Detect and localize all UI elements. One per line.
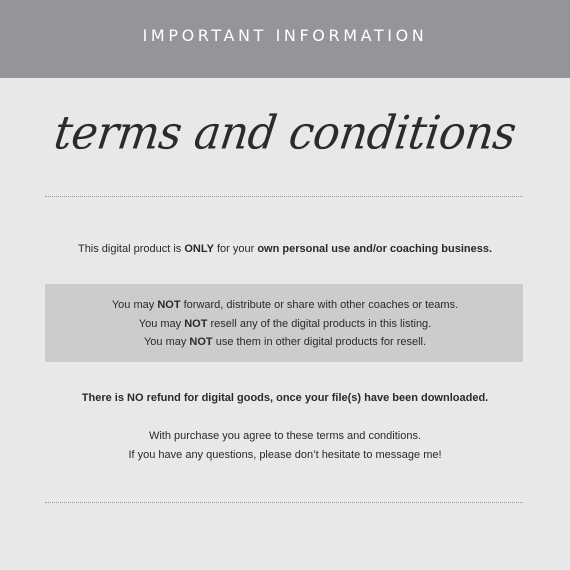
refund-notice bbox=[0, 391, 570, 405]
refund-notice-text: There is NO refund for digital goods, once your file(s) have been downloaded. bbox=[81, 392, 489, 404]
intro-line bbox=[0, 242, 570, 256]
restriction-line-3 bbox=[0, 335, 570, 349]
restriction-pre: You may bbox=[143, 336, 190, 348]
dotted-divider-bottom bbox=[45, 502, 523, 503]
intro-bold-only: ONLY bbox=[184, 243, 214, 255]
header-banner bbox=[0, 0, 570, 78]
intro-bold-use: own personal use and/or coaching business. bbox=[257, 243, 493, 255]
restriction-pre: You may bbox=[138, 318, 185, 330]
restriction-pre: You may bbox=[111, 299, 158, 311]
restriction-post: resell any of the digital products in this listing. bbox=[207, 318, 432, 330]
closing-line-2: If you have any questions, please don’t hesitate to message me! bbox=[128, 449, 442, 461]
restriction-bold: NOT bbox=[157, 299, 181, 311]
restriction-bold: NOT bbox=[189, 336, 213, 348]
dotted-divider-top bbox=[45, 196, 523, 197]
closing-line-1: With purchase you agree to these terms and conditions. bbox=[148, 430, 422, 442]
restriction-post: use them in other digital products for resell. bbox=[212, 336, 427, 348]
restriction-bold: NOT bbox=[184, 318, 208, 330]
restriction-line-1 bbox=[0, 298, 570, 312]
header-title: IMPORTANT INFORMATION bbox=[142, 25, 428, 45]
script-title: terms and conditions bbox=[51, 106, 519, 161]
intro-text-1: This digital product is bbox=[77, 243, 185, 255]
restriction-line-2 bbox=[0, 317, 570, 331]
restriction-post: forward, distribute or share with other coaches or teams. bbox=[180, 299, 459, 311]
intro-text-2: for your bbox=[213, 243, 258, 255]
